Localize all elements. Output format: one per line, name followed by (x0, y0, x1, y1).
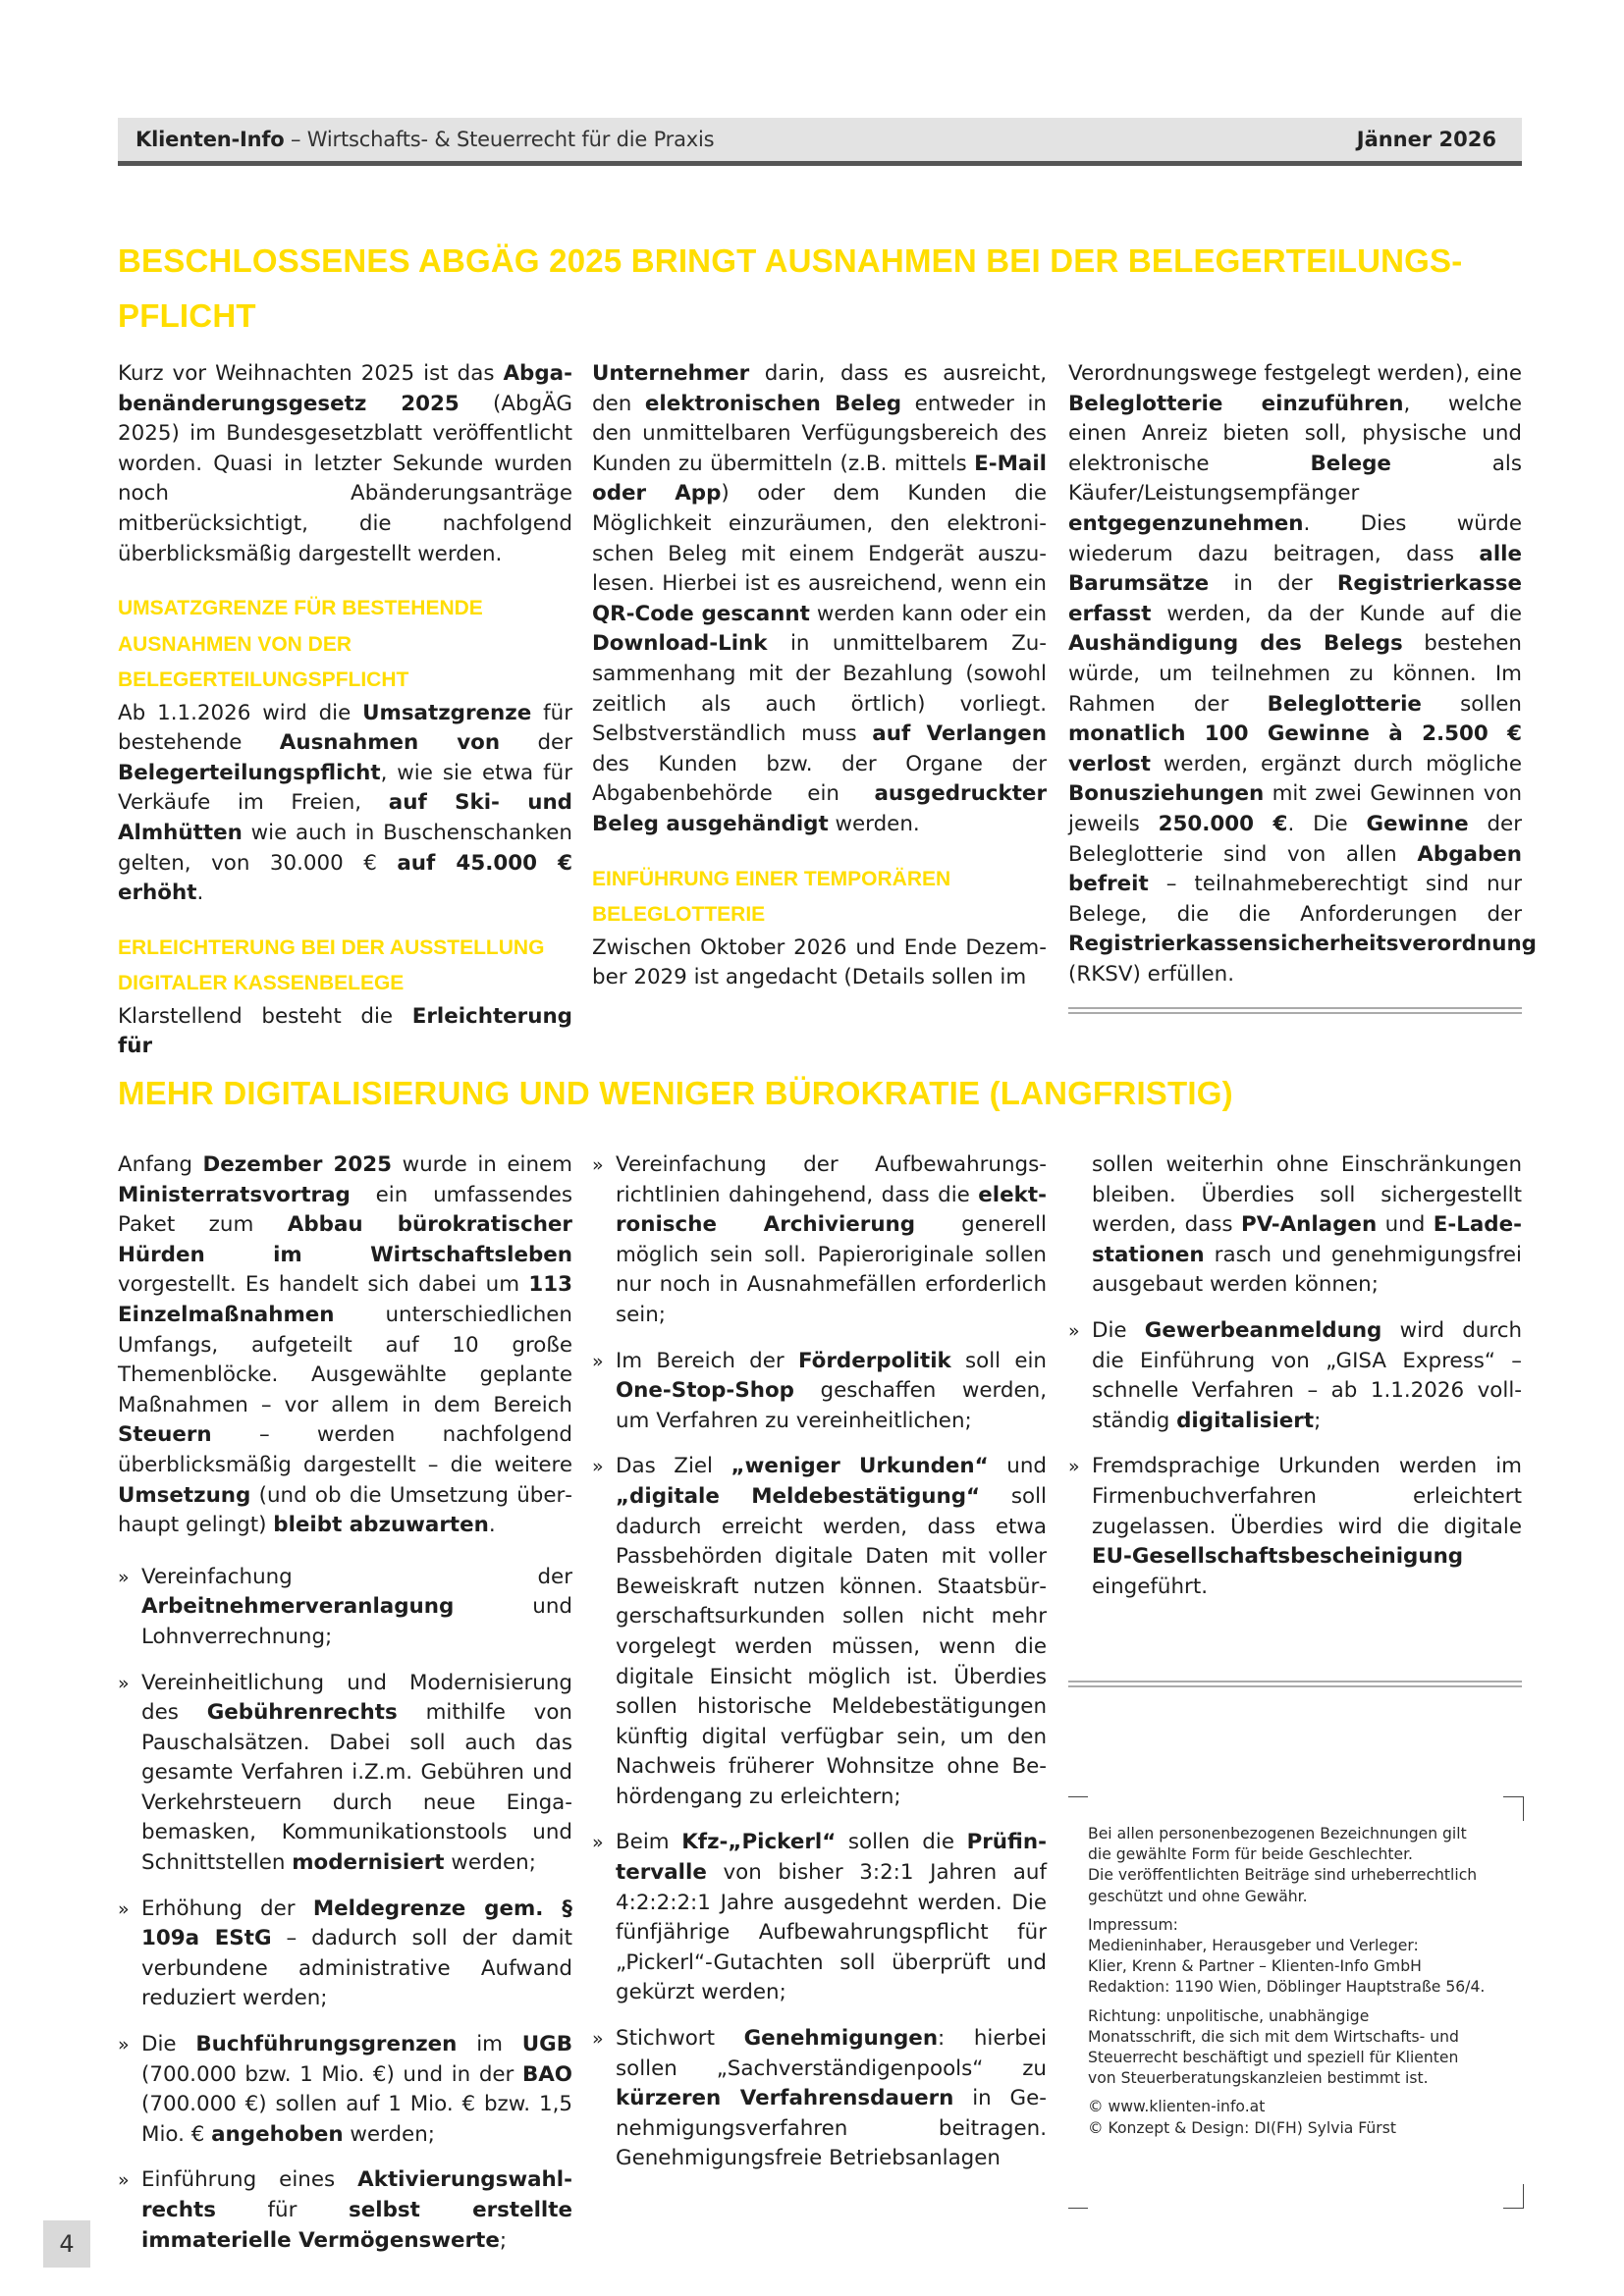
text-run: (RKSV) erfüllen. (1068, 961, 1235, 987)
article2-column-3 (1068, 1150, 1522, 1618)
bold-text: ausgedruckter Beleg ausgehändigt (592, 781, 1047, 836)
bold-text: Abgaben befreit (1068, 841, 1522, 897)
text-run: und (988, 1454, 1047, 1479)
running-header (118, 118, 1522, 166)
bold-text: angehoben (211, 2121, 344, 2147)
article1-title-line1: BESCHLOSSENES ABGÄG 2025 BRINGT AUSNAHMEN BEI DER BELEGERTEILUNGS- (118, 242, 1463, 279)
imprint-line: von Steuerberatungskanzleien bestimmt ist. (1088, 2069, 1429, 2088)
bold-text: UGB (521, 2032, 572, 2057)
text-run: und (1377, 1212, 1434, 1238)
text-run: für (215, 2198, 349, 2222)
paragraph (118, 699, 572, 909)
text-run: – teilnahmeberechtigt sind nur Belege, die die Anforderungen der (1068, 872, 1522, 927)
paragraph (1068, 359, 1537, 989)
bullet-icon: » (118, 1897, 130, 1920)
text-run: wie auch in Buschenschanken gelten, von 30.000 € (118, 821, 572, 876)
bullet-list (592, 1150, 1047, 2174)
text-run: Vereinfachung der (141, 1564, 572, 1589)
imprint-paragraph (1088, 2006, 1510, 2090)
bold-text: Gebührenrechts (206, 1700, 398, 1726)
bold-text: auf Ski- und Almhütten (118, 790, 572, 846)
bold-text: alle Barumsätze (1068, 541, 1522, 597)
crop-mark-top-right (1503, 1796, 1524, 1821)
bold-text: Abbau bürokratischer Hürden im Wirtschaftsleben (118, 1212, 572, 1267)
text-run: eingeführt. (1092, 1574, 1209, 1599)
list-item (1068, 1452, 1522, 1602)
text-run: Erhöhung der (141, 1896, 313, 1921)
text-run: (700.000 bzw. 1 Mio. €) und in der (141, 2061, 522, 2087)
paragraph (592, 359, 1047, 840)
bullet-icon: » (592, 1350, 604, 1372)
imprint-text (1088, 1824, 1510, 2147)
header-issue-date: Jänner 2026 (1356, 128, 1496, 151)
imprint-paragraph (1088, 1915, 1510, 1999)
imprint-line: Steuerrecht beschäftigt und speziell für Klienten (1088, 2049, 1459, 2067)
bold-text: 113 Einzelmaßnahmen (118, 1272, 572, 1327)
bullet-icon: » (592, 2028, 604, 2051)
text-run: Die (1092, 1317, 1145, 1343)
bold-text: Meldegrenze gem. § 109a EStG (141, 1896, 572, 1951)
bold-text: One-Stop-Shop (616, 1378, 794, 1404)
text-run: rasch und genehmigungsfrei ausgebaut werden können; (1092, 1242, 1522, 1298)
header-brand: Klienten-Info (135, 128, 285, 151)
text-run: in der (1209, 571, 1337, 597)
bullet-icon: » (118, 2034, 130, 2056)
text-run: unterschiedlichen Umfangs, aufgeteilt auf 10 große Themenblöcke. Ausgewählte geplante Maßnahmen – vor allem in dem Bereich (118, 1302, 572, 1417)
text-run: soll ein (950, 1348, 1047, 1373)
bold-text: modernisiert (292, 1850, 445, 1876)
imprint-box (1068, 1796, 1524, 2209)
text-run: von bisher 3:2:1 Jahren auf 4:2:2:2:1 Jahre ausgedehnt werden. Die fünfjährige Aufbewahrungspflicht für „Pickerl“-Gutachten soll überprüft und gekürzt werden; (616, 1860, 1047, 2005)
paragraph (1068, 1150, 1522, 1301)
text-run: Beim (616, 1830, 682, 1855)
imprint-line: Monatsschrift, die sich mit dem Wirtschafts- und (1088, 2027, 1459, 2046)
text-run: Klarstellend besteht die (118, 1003, 412, 1029)
subheading: UMSATZGRENZE FÜR BESTEHENDE AUSNAHMEN VON DER BELEGERTEILUNGSPFLICHT (118, 597, 483, 692)
list-item (118, 1669, 572, 1879)
text-run: und Lohnverrechnung; (141, 1594, 572, 1649)
bullet-icon: » (592, 1456, 604, 1478)
bold-text: „digitale Meldebestätigung“ (616, 1483, 981, 1509)
text-run: werden kann oder ein (809, 601, 1047, 626)
text-run: vorgestellt. Es handelt sich dabei um (118, 1272, 529, 1298)
crop-mark-bottom-left (1068, 2184, 1088, 2209)
bold-text: Bonusziehungen (1068, 781, 1265, 807)
column-separator-rule-2 (1068, 1681, 1522, 1687)
text-run: Vereinheitlichung und Modernisierung des (141, 1670, 572, 1726)
text-run: Das Ziel (616, 1454, 731, 1479)
bold-text: Buchführungsgrenzen (195, 2032, 458, 2057)
article1-column-3 (1068, 359, 1537, 989)
bold-text: Belegerteilungspflicht (118, 760, 381, 785)
bold-text: Download-Link (592, 631, 768, 657)
text-run: entweder in den unmittelbaren Verfügungsbereich des Kunden zu übermitteln (z.B. mittels (592, 391, 1047, 476)
list-item (1068, 1316, 1522, 1436)
text-run: in Genehmigungsverfahren beitragen. Genehmigungsfreie Betriebsanlagen (616, 2086, 1047, 2171)
bullet-icon: » (1068, 1319, 1080, 1342)
text-run: ; (499, 2227, 508, 2253)
bold-text: Gewerbeanmeldung (1144, 1317, 1382, 1343)
paragraph (118, 1150, 572, 1541)
bold-text: selbst erstellte immaterielle Vermögenswerte (141, 2198, 572, 2253)
bullet-icon: » (592, 1154, 604, 1176)
list-item (592, 1150, 1047, 1331)
text-run: Anfang (118, 1152, 203, 1177)
bold-text: Förderpolitik (797, 1348, 951, 1373)
bullet-icon: » (118, 1672, 130, 1694)
text-run: – dadurch soll der damit verbundene administrative Aufwand reduziert werden; (141, 1926, 572, 2011)
crop-mark-bottom-right (1503, 2184, 1524, 2209)
paragraph (118, 359, 572, 569)
bold-text: Registrierkasse erfasst (1068, 571, 1522, 626)
text-run: , wie sie etwa für Verkäufe im Freien, (118, 760, 572, 816)
text-run: mithilfe von Pauschalsätzen. Dabei soll auch das gesamte Verfahren i.Z.m. Gebühren und Verkehrsteuern durch neue Eingabemasken, Kommunikationstools und Schnittstellen (141, 1700, 572, 1876)
imprint-line: Impressum: (1088, 1915, 1178, 1934)
text-run: (und ob die Umsetzung überhaupt gelingt) (118, 1482, 572, 1538)
text-run: des Kunden bzw. der Organe der Abgabenbehörde ein (592, 751, 1047, 807)
bullet-icon: » (118, 2169, 130, 2192)
imprint-paragraph (1088, 2097, 1510, 2138)
text-run: Stichwort (616, 2026, 744, 2052)
text-run: : hierbei sollen „Sachverständigenpools“ zu (616, 2026, 1047, 2081)
text-run: – werden nachfolgend überblicksmäßig dargestellt – die weitere (118, 1422, 572, 1477)
header-subtitle: – Wirtschafts- & Steuerrecht für die Praxis (284, 128, 715, 151)
imprint-line: geschützt und ohne Gewähr. (1088, 1887, 1308, 1905)
bold-text: Umsetzung (118, 1482, 251, 1508)
text-run: als Käufer/Leistungsempfänger (1068, 451, 1523, 507)
list-item (592, 2024, 1047, 2174)
text-run: Fremdsprachige Urkunden werden im Firmenbuchverfahren erleichtert zugelassen. Überdies wird die digitale (1092, 1454, 1522, 1539)
bold-text: Registrierkassensicherheitsverordnung (1068, 932, 1537, 957)
text-run: wurde in einem (392, 1152, 572, 1177)
imprint-paragraph (1088, 1824, 1510, 1907)
bold-text: Steuern (118, 1422, 212, 1448)
text-run: Die (141, 2032, 196, 2057)
bold-text: Beleglotterie einzuführen (1068, 391, 1404, 416)
text-run: . Die (1287, 811, 1367, 836)
subheading: EINFÜHRUNG EINER TEMPORÄREN BELEGLOTTERIE (592, 867, 951, 926)
text-run: werden. (828, 811, 920, 836)
text-run: Einführung eines (141, 2167, 358, 2193)
text-run: darin, dass es ausreicht, den (592, 361, 1047, 416)
list-item (118, 1563, 572, 1653)
text-run: soll dadurch erreicht werden, dass etwa Passbehörden digitale Daten mit voller Beweiskraft nutzen können. Staatsbürgerschaftsurkunden sollen nicht mehr vorgelegt werden müssen, wenn die digitale Einsicht möglich ist. Überdies sollen historische Meldebestätigungen künftig digital verfügbar sein, um den Nachweis früherer Wohnsitze ohne Behördengang zu erleichtern; (616, 1483, 1047, 1809)
text-run: . (196, 881, 204, 906)
imprint-line: Redaktion: 1190 Wien, Döblinger Hauptstraße 56/4. (1088, 1978, 1486, 1997)
imprint-line: Die veröffentlichten Beiträge sind urheberrechtlich (1088, 1866, 1478, 1885)
bold-text: entgegenzunehmen (1068, 510, 1304, 536)
bold-text: 250.000 € (1158, 811, 1288, 836)
text-run: wird durch die Einführung von „GISA Express“ – schnelle Verfahren – ab 1.1.2026 vollständig (1092, 1317, 1523, 1433)
bold-text: Belege (1310, 451, 1391, 476)
text-run: werden, da der Kunde auf die (1151, 601, 1522, 626)
bold-text: kürzeren Verfahrensdauern (616, 2086, 954, 2111)
text-run: werden; (343, 2121, 435, 2147)
imprint-line: © www.klienten-info.at (1088, 2098, 1266, 2116)
bold-text: Unternehmer (592, 361, 750, 386)
bold-text: EU-Gesellschaftsbescheinigung (1092, 1544, 1464, 1570)
bold-text: Umsatzgrenze (362, 700, 532, 725)
text-run: werden; (444, 1850, 536, 1876)
bullet-icon: » (1068, 1456, 1080, 1478)
bold-text: Beleglotterie (1267, 691, 1422, 717)
bold-text: BAO (521, 2061, 572, 2087)
page-number: 4 (43, 2220, 90, 2268)
imprint-line: Klier, Krenn & Partner – Klienten-Info GmbH (1088, 1957, 1422, 1976)
imprint-line: Richtung: unpolitische, unabhängige (1088, 2006, 1370, 2025)
text-run: der (500, 730, 572, 756)
bold-text: QR-Code gescannt (592, 601, 810, 626)
text-run: . (488, 1513, 496, 1538)
bold-text: Kfz-„Pickerl“ (681, 1830, 837, 1855)
bold-text: Ministerratsvortrag (118, 1182, 351, 1207)
list-item (592, 1347, 1047, 1437)
header-publication (135, 128, 714, 151)
bullet-list (118, 1563, 572, 2256)
text-run: ; (1314, 1408, 1322, 1433)
text-run: für bestehende (118, 700, 572, 756)
imprint-line: © Konzept & Design: DI(FH) Sylvia Fürst (1088, 2118, 1396, 2137)
text-run: (700.000 €) sollen auf 1 Mio. € bzw. 1,5 Mio. € (141, 2092, 572, 2147)
text-run: ein umfassendes Paket zum (118, 1182, 572, 1238)
bold-text: E-Ladestationen (1092, 1212, 1522, 1267)
bullet-icon: » (118, 1566, 130, 1588)
article1-column-1 (118, 359, 572, 1062)
bold-text: E-Mail oder App (592, 451, 1047, 507)
text-run: sollen (1421, 691, 1522, 717)
bold-text: elektronischen Beleg (644, 391, 902, 416)
bold-text: Gewinne (1366, 811, 1469, 836)
list-item (118, 2165, 572, 2256)
paragraph (118, 1002, 572, 1062)
text-run: sollen die (836, 1830, 967, 1855)
bold-text: PV-Anlagen (1241, 1212, 1378, 1238)
bold-text: auf 45.000 € erhöht (118, 850, 573, 906)
text-run: in unmittelbarem Zusammenhang mit der Bezahlung (sowohl zeitlich als auch örtlich) vorliegt. Selbstverständlich muss (592, 631, 1047, 747)
bold-text: Ausnahmen von (279, 730, 501, 756)
text-run: im (457, 2032, 522, 2057)
article1-title-line2: PFLICHT (118, 297, 256, 334)
text-run: (AbgÄG 2025) im Bundesgesetzblatt veröffentlicht worden. Quasi in letzter Sekunde wurden noch Abänderungsanträge mitberücksichtigt, die nachfolgend überblicksmäßig dargestellt werden. (118, 391, 572, 566)
text-run: sollen weiterhin ohne Einschränkungen bleiben. Überdies soll sichergestellt werden, dass (1092, 1152, 1522, 1238)
bold-text: Prüfintervalle (616, 1830, 1048, 1886)
text-run: Verordnungswege festgelegt werden), eine (1068, 361, 1522, 386)
text-run: . Dies würde wiederum dazu beitragen, dass (1068, 510, 1522, 566)
imprint-line: die gewählte Form für beide Geschlechter. (1088, 1845, 1414, 1864)
text-run: der Beleglotterie sind von allen (1068, 811, 1522, 867)
article2-column-1 (118, 1150, 572, 2271)
subheading: ERLEICHTERUNG BEI DER AUSSTELLUNG DIGITALER KASSENBELEGE (118, 935, 545, 995)
text-run: generell möglich sein soll. Papieroriginale sollen nur noch in Ausnahmefällen erforderlich sein; (616, 1212, 1047, 1327)
bold-text: „weniger Urkunden“ (731, 1454, 989, 1479)
article2-column-2 (592, 1150, 1047, 2190)
list-item (118, 1895, 572, 2014)
bold-text: Arbeitnehmerveranlagung (141, 1594, 455, 1620)
text-run: werden, ergänzt durch mögliche (1151, 751, 1522, 776)
text-run: Kurz vor Weihnachten 2025 ist das (118, 361, 504, 386)
text-run: mit zwei Gewinnen von jeweils (1068, 781, 1522, 836)
bold-text: Aushändigung des Belegs (1068, 631, 1403, 657)
text-run: geschaffen werden, um Verfahren zu vereinheitlichen; (616, 1378, 1047, 1433)
article2-title: MEHR DIGITALISIERUNG UND WENIGER BÜROKRATIE (LANGFRISTIG) (118, 1075, 1233, 1111)
bold-text: Abgabenänderungsgesetz 2025 (118, 361, 572, 416)
paragraph (592, 934, 1047, 993)
bold-text: Erleichterung für (118, 1003, 572, 1059)
bold-text: digitalisiert (1176, 1408, 1315, 1433)
text-run: bestehen würde, um teilnehmen zu können. Im Rahmen der (1068, 631, 1522, 717)
list-item (118, 2030, 572, 2150)
bold-text: Genehmigungen (743, 2026, 939, 2052)
imprint-line: Bei allen personenbezogenen Bezeichnungen gilt (1088, 1825, 1467, 1842)
list-item (592, 1828, 1047, 2008)
article1-title (118, 234, 1532, 344)
bullet-icon: » (592, 1832, 604, 1854)
bold-text: elektronische Archivierung (616, 1182, 1047, 1238)
bold-text: auf Verlangen (872, 721, 1047, 747)
text-run: Vereinfachung der Aufbewahrungsrichtlinien dahingehend, dass die (616, 1152, 1047, 1207)
bullet-list (1068, 1316, 1522, 1602)
imprint-line: Medieninhaber, Herausgeber und Verleger: (1088, 1937, 1419, 1955)
bold-text: monatlich 100 Gewinne à 2.500 € verlost (1068, 721, 1522, 776)
text-run: Ab 1.1.2026 wird die (118, 700, 363, 725)
text-run: Im Bereich der (616, 1348, 798, 1373)
list-item (592, 1452, 1047, 1812)
article1-column-2 (592, 359, 1047, 993)
column-separator-rule (1068, 1007, 1522, 1014)
text-run: , welche einen Anreiz bieten soll, physische und elektronische (1068, 391, 1522, 476)
crop-mark-top-left (1068, 1796, 1088, 1821)
bold-text: Aktivierungswahlrechts (141, 2167, 572, 2222)
text-run: Zwischen Oktober 2026 und Ende Dezember 2029 ist angedacht (Details sollen im (592, 934, 1047, 990)
bold-text: Dezember 2025 (202, 1152, 393, 1177)
bold-text: bleibt abzuwarten (273, 1513, 489, 1538)
text-run: ) oder dem Kunden die Möglichkeit einzuräumen, den elektronischen Beleg mit einem Endgerät auszulesen. Hierbei ist es ausreichend, wenn ein (592, 481, 1047, 597)
